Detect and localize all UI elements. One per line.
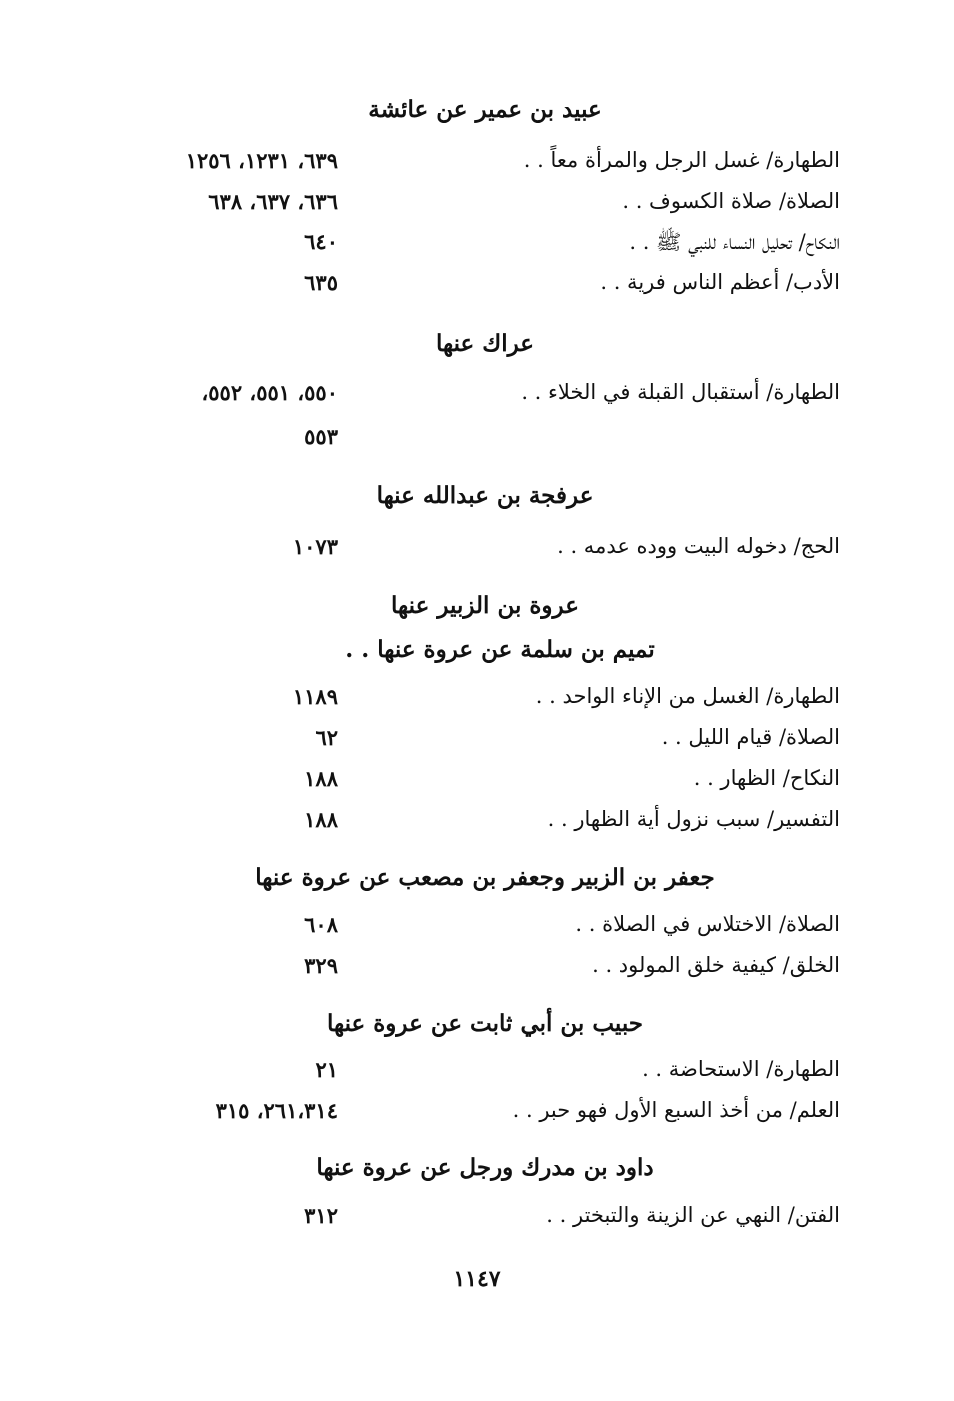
- row-refs: ٣٢٩: [304, 953, 338, 978]
- row-refs: ٦٣٦، ٦٣٧، ٦٣٨: [208, 189, 338, 214]
- section-heading: عروة بن الزبير عنها: [391, 592, 579, 619]
- section-heading: عبيد بن عمير عن عائشة: [368, 96, 602, 123]
- row-topic: الصلاة/ صلاة الكسوف . .: [622, 189, 840, 213]
- row-refs: ٥٥٠، ٥٥١، ٥٥٢،: [201, 380, 338, 405]
- row-refs: ١١٨٩: [292, 684, 338, 709]
- index-row: [120, 684, 840, 720]
- section-heading: جعفر بن الزبير وجعفر بن مصعب عن عروة عنها: [255, 864, 715, 891]
- row-topic: الحج/ دخوله البيت ووده عدمه . .: [557, 534, 840, 558]
- row-topic: الصلاة/ قيام الليل . .: [661, 725, 840, 749]
- row-refs: ٦٣٩، ١٢٣١، ١٢٥٦: [185, 148, 338, 173]
- index-row: [120, 807, 840, 843]
- index-row: [120, 534, 840, 570]
- row-topic: التفسير/ سبب نزول أية الظهار . .: [547, 807, 840, 831]
- index-row: [120, 148, 840, 184]
- row-topic: الطهارة/ أستقبال القبلة في الخلاء . .: [521, 380, 840, 404]
- row-topic: الطهارة/ غسل الرجل والمرأة معاً . .: [523, 148, 840, 172]
- index-row: [120, 380, 840, 416]
- row-topic: الأدب/ أعظم الناس فرية . .: [600, 270, 840, 294]
- row-topic: العلم/ من أخذ السبع الأول فهو حبر . .: [512, 1098, 840, 1122]
- row-refs: ١٠٧٣: [292, 534, 338, 559]
- row-topic: الخلق/ كيفية خلق المولود . .: [592, 953, 840, 977]
- index-row: [120, 189, 840, 225]
- row-topic: الطهارة/ الاستحاضة . .: [642, 1057, 840, 1081]
- index-row: [120, 229, 840, 265]
- row-topic: الطهارة/ الغسل من الإناء الواحد . .: [535, 684, 840, 708]
- row-refs: ٦٠٨: [304, 912, 338, 937]
- section-subheading: تميم بن سلمة عن عروة عنها . .: [345, 636, 655, 663]
- index-row: [120, 1203, 840, 1239]
- row-topic: النكاح/ الظهار . .: [693, 766, 840, 790]
- row-refs: ١٨٨: [304, 807, 338, 832]
- index-row: [120, 912, 840, 948]
- index-row: [120, 953, 840, 989]
- row-refs-continuation: ٥٥٣: [304, 424, 338, 449]
- index-row: [120, 1098, 840, 1134]
- row-refs: ٦٤٠: [304, 229, 338, 254]
- row-refs: ٣١٢: [304, 1203, 338, 1228]
- row-refs: ١٨٨: [304, 766, 338, 791]
- section-heading: عرفجة بن عبدالله عنها: [376, 482, 594, 509]
- row-topic: الصلاة/ الاختلاس في الصلاة . .: [575, 912, 840, 936]
- section-heading: حبيب بن أبي ثابت عن عروة عنها: [326, 1010, 644, 1037]
- row-topic: النكاح/ تحليل النساء للنبي ﷺ . .: [629, 230, 840, 254]
- section-heading: داود بن مدرك ورجل عن عروة عنها: [316, 1154, 654, 1181]
- page-number: ١١٤٧: [453, 1266, 501, 1292]
- row-refs: ٢١: [315, 1057, 338, 1082]
- index-row: [120, 725, 840, 761]
- section-heading: عراك عنها: [435, 330, 535, 357]
- row-refs: ٦٣٥: [304, 270, 338, 295]
- row-refs: ٦٢: [315, 725, 338, 750]
- index-row: [120, 1057, 840, 1093]
- row-topic: الفتن/ النهي عن الزينة والتبختر . .: [546, 1203, 840, 1227]
- index-row: [120, 766, 840, 802]
- index-row: [120, 270, 840, 306]
- row-refs: ٢٦١،٣١٤، ٣١٥: [215, 1098, 338, 1123]
